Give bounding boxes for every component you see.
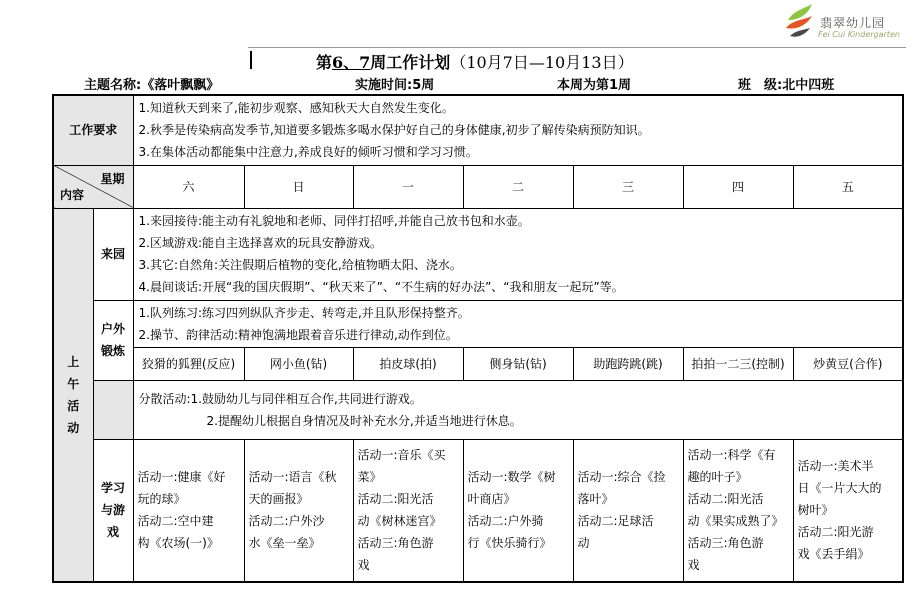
- arrival-row: [53, 208, 903, 300]
- outdoor-exercise-label: 户外 锻炼: [93, 300, 133, 380]
- title-weeks: 6、7: [332, 53, 371, 72]
- page-title: 第6、7周工作计划（10月7日—10月13日）: [316, 53, 634, 72]
- weekly-plan-table: [52, 94, 904, 583]
- outdoor-game: 网小鱼(钻): [244, 347, 353, 380]
- learning-games-label: 学习 与游 戏: [93, 439, 133, 582]
- day-activities: 活动一:音乐《买 菜》 活动二:阳光活 动《树林迷宫》 活动三:角色游 戏: [353, 439, 463, 582]
- title-dates: （10月7日—10月13日）: [450, 53, 634, 72]
- requirements-label: 工作要求: [53, 95, 133, 165]
- day-header: 三: [573, 165, 683, 208]
- day-activities: 活动一:综合《捡 落叶》 活动二:足球活 动: [573, 439, 683, 582]
- class-info: 班 级:北中四班: [738, 78, 835, 93]
- learning-games-row: [53, 439, 903, 582]
- day-activities: 活动一:数学《树 叶商店》 活动二:户外骑 行《快乐骑行》: [463, 439, 573, 582]
- outdoor-game: 拍拍一二三(控制): [683, 347, 793, 380]
- day-header: 一: [353, 165, 463, 208]
- logo-chinese-name: 翡翠幼儿园: [820, 16, 886, 30]
- header-rule: [248, 47, 906, 48]
- cursor-bar: [250, 51, 252, 69]
- leaf-logo-icon: [782, 2, 816, 42]
- outdoor-goals: 1.队列练习:练习四列纵队齐步走、转弯走,并且队形保持整齐。 2.操节、韵律活动:精神饱满地跟着音乐进行律动,动作到位。: [133, 300, 903, 347]
- day-header: 日: [244, 165, 353, 208]
- outdoor-games-row: [53, 347, 903, 380]
- arrival-label: 来园: [93, 208, 133, 300]
- outdoor-game: 炒黄豆(合作): [793, 347, 903, 380]
- day-activities: 活动一:科学《有 趣的叶子》 活动二:阳光活 动《果实成熟了》 活动三:角色游 戏: [683, 439, 793, 582]
- scattered-activities: 分散活动:1.鼓励幼儿与同伴相互合作,共同进行游戏。 2.提醒幼儿根据自身情况及时补充水分,并适当地进行休息。: [133, 380, 903, 439]
- logo-english-name: Fei Cui Kindergarten: [818, 30, 900, 39]
- morning-activities-label: 上 午 活 动: [53, 208, 93, 582]
- outdoor-game: 狡猾的狐狸(反应): [133, 347, 244, 380]
- scattered-activities-row: [53, 380, 903, 439]
- current-week: 本周为第1周: [557, 78, 632, 93]
- day-activities: 活动一:语言《秋 天的画报》 活动二:户外沙 水《垒一垒》: [244, 439, 353, 582]
- requirements-row: [53, 95, 903, 165]
- day-header: 二: [463, 165, 573, 208]
- requirements-content: 1.知道秋天到来了,能初步观察、感知秋天大自然发生变化。 2.秋季是传染病高发季节,知道要多锻炼多喝水保护好自己的身体健康,初步了解传染病预防知识。 3.在集体活动都能集中注意力,养成良好的倾听习惯和学习习惯。: [133, 95, 903, 165]
- blank-label-cell: [93, 380, 133, 439]
- theme-name: 主题名称:《落叶飘飘》: [84, 78, 220, 93]
- weekday-content-corner: 星期 内容: [53, 165, 133, 208]
- day-activities: 活动一:健康《好 玩的球》 活动二:空中建 构《农场(一)》: [133, 439, 244, 582]
- day-header: 六: [133, 165, 244, 208]
- outdoor-game: 助跑跨跳(跳): [573, 347, 683, 380]
- school-logo: [776, 2, 916, 46]
- day-header: 五: [793, 165, 903, 208]
- day-activities: 活动一:美术半 日《一片大大的 树叶》 活动二:阳光游 戏《丢手绢》: [793, 439, 903, 582]
- day-header: 四: [683, 165, 793, 208]
- arrival-content: 1.来园接待:能主动有礼貌地和老师、同伴打招呼,并能自己放书包和水壶。 2.区域游戏:能自主选择喜欢的玩具安静游戏。 3.其它:自然角:关注假期后植物的变化,给植物晒太阳、浇水。 4.晨间谈话:开展“我的国庆假期”、“秋天来了”、“不生病的好办法”、“我和朋友一起玩”等。: [133, 208, 903, 300]
- outdoor-game: 侧身钻(钻): [463, 347, 573, 380]
- implementation-time: 实施时间:5周: [355, 78, 435, 93]
- weekday-header-row: [53, 165, 903, 208]
- outdoor-game: 拍皮球(拍): [353, 347, 463, 380]
- outdoor-goals-row: [53, 300, 903, 347]
